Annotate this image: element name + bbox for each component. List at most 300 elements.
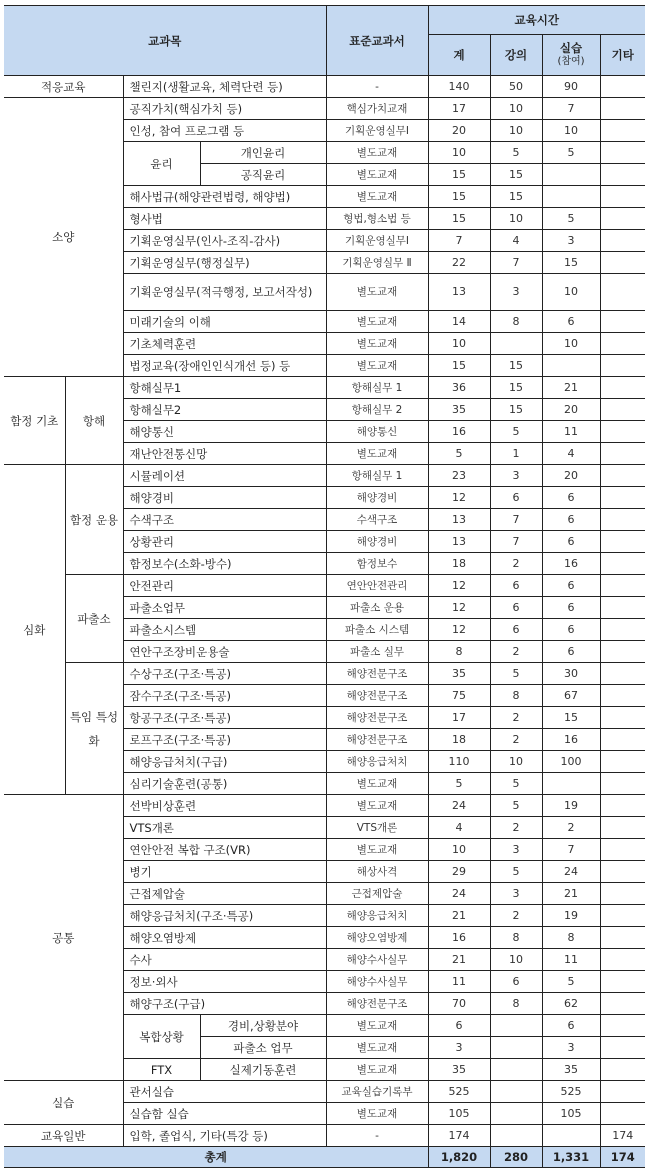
other-cell	[600, 186, 645, 208]
textbook-cell: 항해실무 2	[326, 399, 428, 421]
subject-cell: 해양응급처치(구조·특공)	[123, 905, 326, 927]
practice-cell: 10	[542, 274, 600, 311]
curriculum-table	[4, 5, 645, 1168]
lecture-cell: 3	[490, 839, 542, 861]
other-cell	[600, 993, 645, 1015]
subject-cell: 잠수구조(구조·특공)	[123, 685, 326, 707]
subject-cell: 법정교육(장애인인식개선 등) 등	[123, 355, 326, 377]
textbook-cell: -	[326, 1125, 428, 1147]
lecture-cell: 15	[490, 399, 542, 421]
lecture-cell: 5	[490, 142, 542, 164]
practice-cell: 15	[542, 252, 600, 274]
practice-cell: 11	[542, 949, 600, 971]
total-cell: 16	[428, 421, 490, 443]
lecture-cell: 7	[490, 252, 542, 274]
textbook-cell: 별도교재	[326, 274, 428, 311]
subject-cell: 해양오염방제	[123, 927, 326, 949]
total-cell: 23	[428, 465, 490, 487]
header-practice-note: (참여)	[557, 56, 585, 67]
subject-group-cell: FTX	[123, 1059, 200, 1081]
textbook-cell: 기획운영실무 Ⅱ	[326, 252, 428, 274]
total-cell: 525	[428, 1081, 490, 1103]
other-cell	[600, 685, 645, 707]
textbook-cell: 해양전문구조	[326, 685, 428, 707]
lecture-cell	[490, 1015, 542, 1037]
lecture-cell: 2	[490, 729, 542, 751]
total-cell: 15	[428, 355, 490, 377]
table-row	[4, 465, 645, 487]
practice-cell: 3	[542, 230, 600, 252]
subject-cell: 상황관리	[123, 531, 326, 553]
subject-cell: 경비,상황분야	[200, 1015, 326, 1037]
header-practice-label: 실습	[559, 41, 583, 55]
practice-cell: 6	[542, 531, 600, 553]
practice-cell: 8	[542, 927, 600, 949]
practice-cell: 62	[542, 993, 600, 1015]
subject-cell: 수사	[123, 949, 326, 971]
practice-cell: 19	[542, 795, 600, 817]
other-cell	[600, 355, 645, 377]
textbook-cell: 별도교재	[326, 164, 428, 186]
category-cell: 심화	[4, 465, 65, 795]
category-cell: 실습	[4, 1081, 123, 1125]
subject-cell: 기획운영실무(인사-조직-감사)	[123, 230, 326, 252]
lecture-cell: 4	[490, 230, 542, 252]
lecture-cell: 6	[490, 971, 542, 993]
practice-cell: 11	[542, 421, 600, 443]
practice-cell: 5	[542, 971, 600, 993]
other-cell	[600, 751, 645, 773]
lecture-cell: 10	[490, 949, 542, 971]
textbook-cell: 교육실습기록부	[326, 1081, 428, 1103]
practice-cell: 5	[542, 208, 600, 230]
textbook-cell: 별도교재	[326, 333, 428, 355]
other-cell	[600, 98, 645, 120]
other-cell	[600, 399, 645, 421]
total-cell: 13	[428, 531, 490, 553]
header-textbook: 표준교과서	[326, 6, 428, 76]
textbook-cell: -	[326, 76, 428, 98]
textbook-cell: 별도교재	[326, 795, 428, 817]
practice-cell: 15	[542, 707, 600, 729]
total-cell: 70	[428, 993, 490, 1015]
totals-label: 총계	[4, 1147, 428, 1168]
practice-cell: 16	[542, 729, 600, 751]
practice-cell: 105	[542, 1103, 600, 1125]
total-cell: 105	[428, 1103, 490, 1125]
total-cell: 11	[428, 971, 490, 993]
other-cell	[600, 509, 645, 531]
lecture-cell: 15	[490, 186, 542, 208]
other-cell	[600, 707, 645, 729]
header-lecture: 강의	[490, 35, 542, 76]
other-cell	[600, 619, 645, 641]
other-cell	[600, 230, 645, 252]
lecture-cell: 10	[490, 208, 542, 230]
total-cell: 15	[428, 208, 490, 230]
total-cell: 14	[428, 311, 490, 333]
total-cell: 75	[428, 685, 490, 707]
subject-cell: 근접제압술	[123, 883, 326, 905]
lecture-cell: 3	[490, 274, 542, 311]
lecture-cell: 5	[490, 795, 542, 817]
other-cell	[600, 164, 645, 186]
totals-total: 1,820	[428, 1147, 490, 1168]
total-cell: 13	[428, 274, 490, 311]
category-cell: 함정 기초	[4, 377, 65, 465]
subject-cell: 해양응급처치(구급)	[123, 751, 326, 773]
textbook-cell: 해양오염방제	[326, 927, 428, 949]
textbook-cell: 해양경비	[326, 531, 428, 553]
subject-cell: 해양통신	[123, 421, 326, 443]
lecture-cell: 6	[490, 575, 542, 597]
total-cell: 35	[428, 1059, 490, 1081]
practice-cell: 7	[542, 98, 600, 120]
total-cell: 29	[428, 861, 490, 883]
subject-cell: 항해실무1	[123, 377, 326, 399]
practice-cell: 2	[542, 817, 600, 839]
other-cell	[600, 531, 645, 553]
other-cell	[600, 663, 645, 685]
practice-cell: 16	[542, 553, 600, 575]
practice-cell: 19	[542, 905, 600, 927]
textbook-cell: 핵심가치교재	[326, 98, 428, 120]
total-cell: 36	[428, 377, 490, 399]
other-cell	[600, 773, 645, 795]
lecture-cell	[490, 1125, 542, 1147]
practice-cell: 35	[542, 1059, 600, 1081]
other-cell	[600, 795, 645, 817]
other-cell	[600, 905, 645, 927]
subject-group-cell: 복합상황	[123, 1015, 200, 1059]
lecture-cell	[490, 1059, 542, 1081]
textbook-cell: 별도교재	[326, 355, 428, 377]
subject-cell: 기초체력훈련	[123, 333, 326, 355]
lecture-cell: 8	[490, 993, 542, 1015]
textbook-cell: 해양전문구조	[326, 663, 428, 685]
other-cell	[600, 641, 645, 663]
practice-cell: 525	[542, 1081, 600, 1103]
subject-cell: 해양경비	[123, 487, 326, 509]
subject-cell: 인성, 참여 프로그램 등	[123, 120, 326, 142]
total-cell: 10	[428, 839, 490, 861]
textbook-cell: 근접제압술	[326, 883, 428, 905]
practice-cell: 21	[542, 377, 600, 399]
practice-cell: 6	[542, 1015, 600, 1037]
textbook-cell: 해양전문구조	[326, 729, 428, 751]
other-cell	[600, 729, 645, 751]
lecture-cell	[490, 333, 542, 355]
textbook-cell: 해양전문구조	[326, 707, 428, 729]
total-cell: 35	[428, 663, 490, 685]
subject-cell: 선박비상훈련	[123, 795, 326, 817]
textbook-cell: 연안안전관리	[326, 575, 428, 597]
subject-cell: 개인윤리	[200, 142, 326, 164]
subject-cell: 파출소시스템	[123, 619, 326, 641]
total-cell: 7	[428, 230, 490, 252]
practice-cell: 67	[542, 685, 600, 707]
other-cell	[600, 1037, 645, 1059]
lecture-cell: 6	[490, 597, 542, 619]
other-cell	[600, 274, 645, 311]
practice-cell: 6	[542, 575, 600, 597]
other-cell	[600, 377, 645, 399]
subject-cell: 기획운영실무(적극행정, 보고서작성)	[123, 274, 326, 311]
subcategory-cell: 특임 특성화	[65, 663, 123, 795]
lecture-cell: 15	[490, 355, 542, 377]
total-cell: 17	[428, 707, 490, 729]
total-cell: 24	[428, 883, 490, 905]
subject-cell: 안전관리	[123, 575, 326, 597]
total-cell: 10	[428, 142, 490, 164]
subject-cell: 해사법규(해양관련법령, 해양법)	[123, 186, 326, 208]
total-cell: 6	[428, 1015, 490, 1037]
subject-cell: 실제기동훈련	[200, 1059, 326, 1081]
textbook-cell: 해양전문구조	[326, 993, 428, 1015]
lecture-cell: 5	[490, 773, 542, 795]
total-cell: 13	[428, 509, 490, 531]
other-cell	[600, 817, 645, 839]
practice-cell: 6	[542, 487, 600, 509]
practice-cell: 24	[542, 861, 600, 883]
other-cell	[600, 120, 645, 142]
practice-cell	[542, 1125, 600, 1147]
lecture-cell: 1	[490, 443, 542, 465]
header-other: 기타	[600, 35, 645, 76]
practice-cell: 6	[542, 509, 600, 531]
totals-other: 174	[600, 1147, 645, 1168]
textbook-cell: 기획운영실무Ⅰ	[326, 120, 428, 142]
lecture-cell: 15	[490, 164, 542, 186]
total-cell: 22	[428, 252, 490, 274]
lecture-cell: 2	[490, 641, 542, 663]
subject-cell: 로프구조(구조·특공)	[123, 729, 326, 751]
other-cell	[600, 597, 645, 619]
subject-cell: 파출소업무	[123, 597, 326, 619]
textbook-cell: 별도교재	[326, 773, 428, 795]
practice-cell: 6	[542, 619, 600, 641]
table-row	[4, 795, 645, 817]
lecture-cell: 6	[490, 619, 542, 641]
subject-cell: 심리기술훈련(공통)	[123, 773, 326, 795]
lecture-cell: 10	[490, 751, 542, 773]
practice-cell: 10	[542, 333, 600, 355]
textbook-cell: 별도교재	[326, 1059, 428, 1081]
practice-cell: 20	[542, 399, 600, 421]
textbook-cell: 별도교재	[326, 1103, 428, 1125]
other-cell	[600, 971, 645, 993]
subcategory-cell: 파출소	[65, 575, 123, 663]
other-cell	[600, 311, 645, 333]
total-cell: 140	[428, 76, 490, 98]
table-row	[4, 76, 645, 98]
lecture-cell: 3	[490, 465, 542, 487]
other-cell	[600, 333, 645, 355]
total-cell: 3	[428, 1037, 490, 1059]
practice-cell: 30	[542, 663, 600, 685]
other-cell	[600, 575, 645, 597]
subject-cell: 파출소 업무	[200, 1037, 326, 1059]
lecture-cell: 3	[490, 883, 542, 905]
other-cell: 174	[600, 1125, 645, 1147]
total-cell: 16	[428, 927, 490, 949]
table-row	[4, 663, 645, 685]
other-cell	[600, 861, 645, 883]
lecture-cell: 7	[490, 509, 542, 531]
subject-cell: 수상구조(구조·특공)	[123, 663, 326, 685]
subcategory-cell: 함정 운용	[65, 465, 123, 575]
subject-cell: 정보·외사	[123, 971, 326, 993]
textbook-cell: 항해실무 1	[326, 377, 428, 399]
totals-practice: 1,331	[542, 1147, 600, 1168]
textbook-cell: 수색구조	[326, 509, 428, 531]
subject-cell: 항공구조(구조·특공)	[123, 707, 326, 729]
subject-cell: 수색구조	[123, 509, 326, 531]
textbook-cell: 형법,형소법 등	[326, 208, 428, 230]
total-cell: 20	[428, 120, 490, 142]
practice-cell: 3	[542, 1037, 600, 1059]
other-cell	[600, 553, 645, 575]
textbook-cell: 해상사격	[326, 861, 428, 883]
practice-cell: 20	[542, 465, 600, 487]
lecture-cell	[490, 1081, 542, 1103]
total-cell: 18	[428, 553, 490, 575]
practice-cell: 5	[542, 142, 600, 164]
subject-cell: 공직윤리	[200, 164, 326, 186]
other-cell	[600, 252, 645, 274]
practice-cell: 6	[542, 311, 600, 333]
subject-cell: 공직가치(핵심가치 등)	[123, 98, 326, 120]
subject-cell: 관서실습	[123, 1081, 326, 1103]
subject-cell: 실습함 실습	[123, 1103, 326, 1125]
textbook-cell: 파출소 실무	[326, 641, 428, 663]
total-cell: 5	[428, 773, 490, 795]
subject-cell: 재난안전통신망	[123, 443, 326, 465]
subject-group-cell: 윤리	[123, 142, 200, 186]
textbook-cell: 별도교재	[326, 311, 428, 333]
lecture-cell: 5	[490, 663, 542, 685]
other-cell	[600, 465, 645, 487]
header-hours: 교육시간	[428, 6, 645, 35]
textbook-cell: 파출소 시스템	[326, 619, 428, 641]
total-cell: 110	[428, 751, 490, 773]
other-cell	[600, 1015, 645, 1037]
lecture-cell	[490, 1037, 542, 1059]
table-row	[4, 575, 645, 597]
subject-cell: 해양구조(구급)	[123, 993, 326, 1015]
textbook-cell: 기획운영실무Ⅰ	[326, 230, 428, 252]
subject-cell: VTS개론	[123, 817, 326, 839]
practice-cell	[542, 355, 600, 377]
textbook-cell: 파출소 운용	[326, 597, 428, 619]
subject-cell: 기획운영실무(행정실무)	[123, 252, 326, 274]
other-cell	[600, 1059, 645, 1081]
lecture-cell: 8	[490, 685, 542, 707]
textbook-cell: 별도교재	[326, 443, 428, 465]
category-cell: 공통	[4, 795, 123, 1081]
total-cell: 17	[428, 98, 490, 120]
category-cell: 교육일반	[4, 1125, 123, 1147]
lecture-cell: 2	[490, 905, 542, 927]
lecture-cell: 8	[490, 311, 542, 333]
total-cell: 21	[428, 949, 490, 971]
textbook-cell: 해양수사실무	[326, 949, 428, 971]
other-cell	[600, 1103, 645, 1125]
subject-cell: 챌린지(생활교육, 체력단련 등)	[123, 76, 326, 98]
practice-cell: 21	[542, 883, 600, 905]
total-cell: 35	[428, 399, 490, 421]
lecture-cell: 7	[490, 531, 542, 553]
textbook-cell: 해양경비	[326, 487, 428, 509]
subject-cell: 미래기술의 이해	[123, 311, 326, 333]
textbook-cell: 해양응급처치	[326, 751, 428, 773]
lecture-cell	[490, 1103, 542, 1125]
header-practice	[542, 35, 600, 76]
table-row	[4, 98, 645, 120]
total-cell: 12	[428, 619, 490, 641]
lecture-cell: 2	[490, 707, 542, 729]
other-cell	[600, 839, 645, 861]
textbook-cell: 항해실무 1	[326, 465, 428, 487]
other-cell	[600, 421, 645, 443]
subject-cell: 항해실무2	[123, 399, 326, 421]
textbook-cell: 별도교재	[326, 839, 428, 861]
textbook-cell: 해양응급처치	[326, 905, 428, 927]
practice-cell: 6	[542, 641, 600, 663]
header-subject: 교과목	[4, 6, 326, 76]
table-row	[4, 1081, 645, 1103]
other-cell	[600, 76, 645, 98]
subject-cell: 형사법	[123, 208, 326, 230]
lecture-cell: 10	[490, 120, 542, 142]
practice-cell: 100	[542, 751, 600, 773]
lecture-cell: 50	[490, 76, 542, 98]
other-cell	[600, 208, 645, 230]
category-cell: 적응교육	[4, 76, 123, 98]
subject-cell: 연안안전 복합 구조(VR)	[123, 839, 326, 861]
total-cell: 12	[428, 597, 490, 619]
practice-cell: 10	[542, 120, 600, 142]
totals-row	[4, 1147, 645, 1168]
lecture-cell: 15	[490, 377, 542, 399]
lecture-cell: 8	[490, 927, 542, 949]
textbook-cell: VTS개론	[326, 817, 428, 839]
practice-cell: 4	[542, 443, 600, 465]
practice-cell	[542, 164, 600, 186]
total-cell: 12	[428, 487, 490, 509]
header-total: 계	[428, 35, 490, 76]
header-row-1	[4, 6, 645, 35]
other-cell	[600, 487, 645, 509]
practice-cell	[542, 186, 600, 208]
total-cell: 21	[428, 905, 490, 927]
total-cell: 8	[428, 641, 490, 663]
textbook-cell: 해양통신	[326, 421, 428, 443]
textbook-cell: 별도교재	[326, 1037, 428, 1059]
total-cell: 18	[428, 729, 490, 751]
subject-cell: 연안구조장비운용술	[123, 641, 326, 663]
total-cell: 5	[428, 443, 490, 465]
textbook-cell: 별도교재	[326, 1015, 428, 1037]
totals-lecture: 280	[490, 1147, 542, 1168]
practice-cell: 6	[542, 597, 600, 619]
total-cell: 174	[428, 1125, 490, 1147]
category-cell: 소양	[4, 98, 123, 377]
subject-cell: 병기	[123, 861, 326, 883]
total-cell: 15	[428, 186, 490, 208]
other-cell	[600, 927, 645, 949]
practice-cell	[542, 773, 600, 795]
